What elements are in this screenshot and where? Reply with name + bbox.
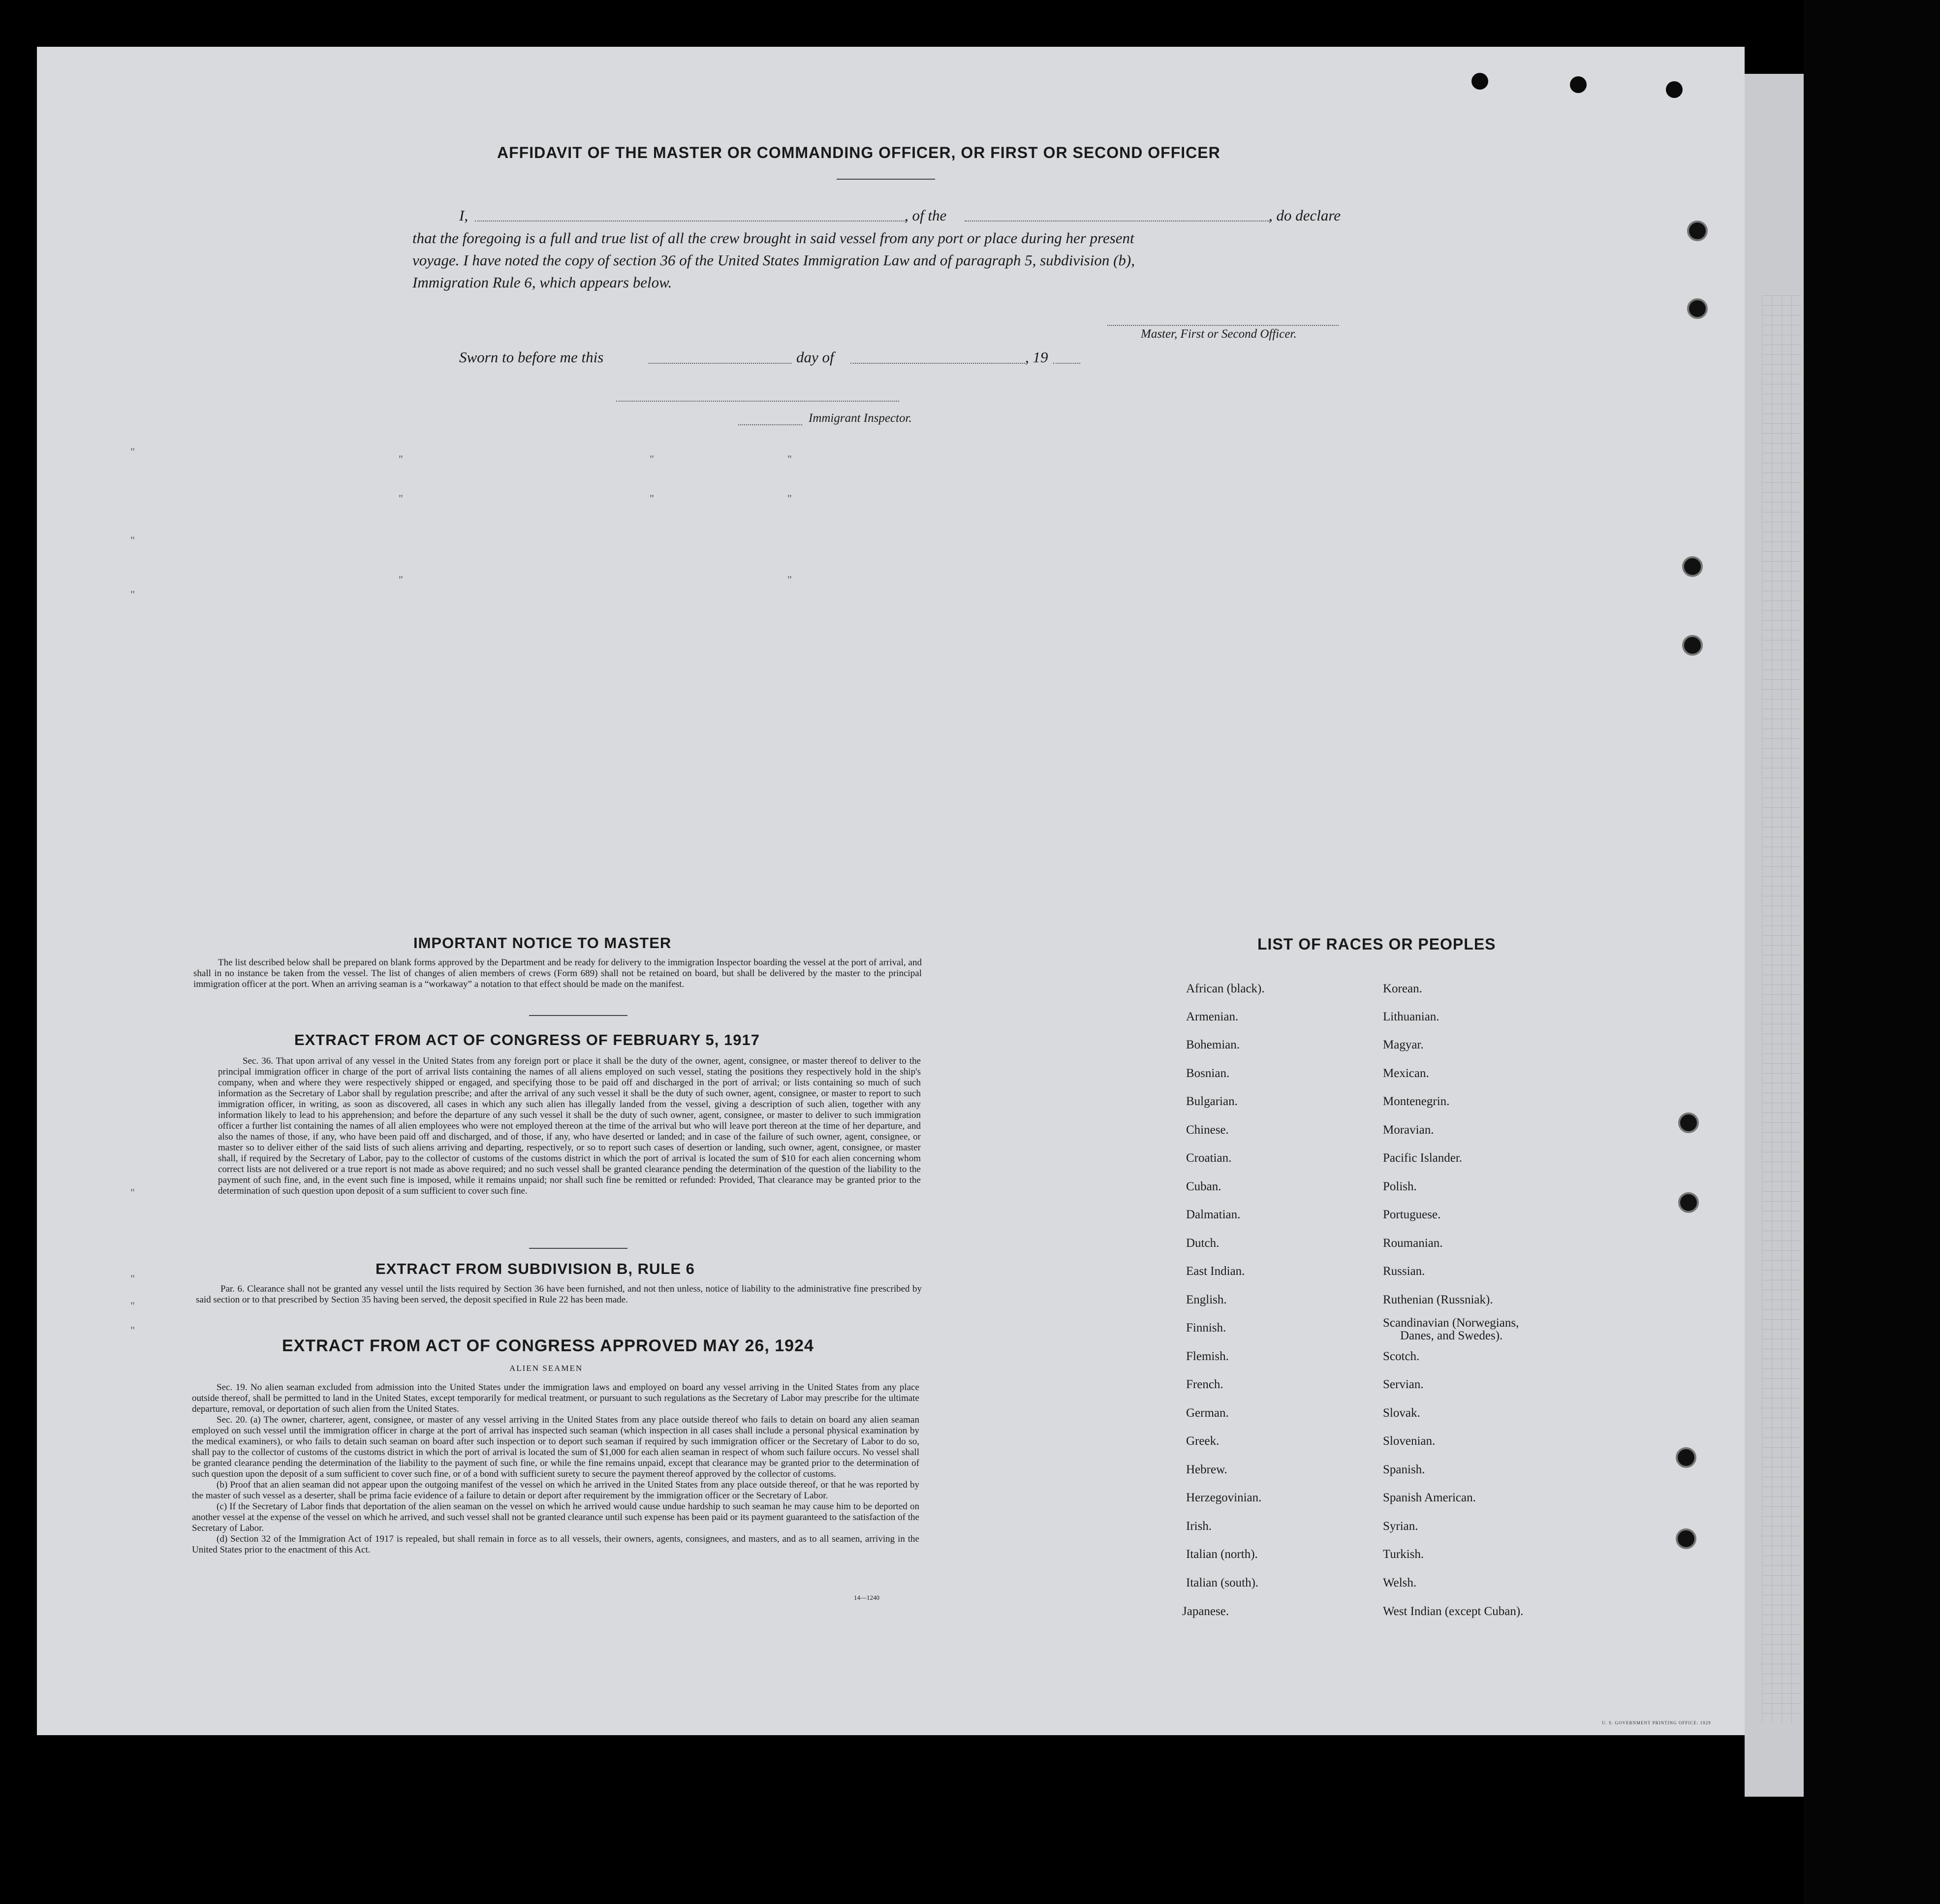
punch-hole xyxy=(1666,81,1683,98)
race-item: Magyar. xyxy=(1383,1038,1424,1051)
name-blank xyxy=(475,221,906,222)
races-title: LIST OF RACES OR PEOPLES xyxy=(1257,935,1496,953)
bleed-through-mark: " xyxy=(130,1300,135,1312)
extract-1924-title: EXTRACT FROM ACT OF CONGRESS APPROVED MAY 26, 1924 xyxy=(282,1336,814,1355)
sec-20d-paragraph: (d) Section 32 of the Immigration Act of 1917 is repealed, but shall remain in force as to all vessels, their owners, agents, consignees, and masters, and as to all seamen, arriving in the United States prior to the enactment of this Act. xyxy=(192,1534,919,1555)
race-item: Bohemian. xyxy=(1186,1038,1240,1051)
bleed-through-mark: " xyxy=(130,445,135,458)
race-item: Welsh. xyxy=(1383,1576,1417,1589)
extract-1924-subtitle: ALIEN SEAMEN xyxy=(509,1364,583,1373)
race-item: Chinese. xyxy=(1186,1123,1229,1137)
race-item: Lithuanian. xyxy=(1383,1010,1439,1023)
sworn-month-blank xyxy=(850,363,1025,364)
affidavit-line-4: Immigration Rule 6, which appears below. xyxy=(412,274,672,291)
notice-text: The list described below shall be prepared on blank forms approved by the Department and be ready for delivery to the immigration Inspector boarding the vessel at the port of arrival, and shall in no instance be taken from the vessel. The list of changes of alien members of crews (Form 689) shall not be retained on board, but shall be delivered by the master to the principal immigration officer at the port. When an arriving seaman is a “workaway” a notation to that effect should be made on the manifest. xyxy=(193,957,922,989)
sec-20a-paragraph: Sec. 20. (a) The owner, charterer, agent, consignee, or master of any vessel arriving in the United States from any place outside thereof who fails to detain on board any alien seaman employed on such vessel until the immigration officer in charge at the port of arrival has inspected such seaman (which inspection in all cases shall include a personal physical examination by the medical examiners), or who fails to detain such seaman on board after such inspection or to deport such seaman if required by such immigration officer or the Secretary of Labor to do so, shall pay to the collector of customs of the customs district in which the port of arrival is located the sum of $1,000 for each alien seaman in respect of whom such failure occurs. No vessel shall be granted clearance pending the determination of the liability to the payment of such fine, or while the fine remains unpaid, except that clearance may be granted prior to the determination of such question upon the deposit of a sum sufficient to cover such fine, or of a bond with sufficient surety to secure the payment thereof approved by the collector of customs. xyxy=(192,1415,919,1479)
extract-1924-body xyxy=(192,1382,919,1555)
inspector-signature-line xyxy=(616,401,899,402)
sworn-day-blank xyxy=(649,363,791,364)
master-signature-line xyxy=(1107,325,1339,326)
bleed-through-mark: " xyxy=(399,492,403,505)
extract-1917-divider xyxy=(529,1248,627,1249)
binder-hole xyxy=(1687,298,1708,319)
race-item: Portuguese. xyxy=(1383,1208,1441,1221)
race-item: Russian. xyxy=(1383,1265,1425,1278)
binder-hole xyxy=(1678,1112,1699,1133)
race-item: Turkish. xyxy=(1383,1548,1424,1561)
race-item: Japanese. xyxy=(1182,1605,1229,1618)
bleed-through-mark: " xyxy=(130,534,135,546)
vessel-blank xyxy=(965,221,1270,222)
inspector-label: Immigrant Inspector. xyxy=(809,412,912,425)
binder-hole xyxy=(1682,556,1703,577)
bleed-through-mark: " xyxy=(787,573,792,586)
punch-hole xyxy=(1570,76,1587,93)
race-item: Pacific Islander. xyxy=(1383,1151,1463,1165)
rule6-text: Par. 6. Clearance shall not be granted any vessel until the lists required by Section 36 have been furnished, and not then unless, notice of liability to the administrative fine prescribed by said section or to that prescribed by Section 35 having been served, the deposit specified in Rule 22 has been made. xyxy=(196,1284,922,1305)
race-item: West Indian (except Cuban). xyxy=(1383,1605,1524,1618)
race-item: African (black). xyxy=(1186,982,1265,995)
bleed-through-mark: " xyxy=(130,1186,135,1199)
race-item: Polish. xyxy=(1383,1180,1417,1193)
race-item: Greek. xyxy=(1186,1434,1220,1448)
race-item: Flemish. xyxy=(1186,1350,1229,1363)
race-item: Dalmatian. xyxy=(1186,1208,1241,1221)
race-item: Cuban. xyxy=(1186,1180,1221,1193)
race-item: Slovak. xyxy=(1383,1406,1420,1420)
race-item: English. xyxy=(1186,1293,1227,1306)
year-text: , 19 xyxy=(1025,349,1048,366)
year-blank xyxy=(1053,363,1080,364)
race-item: German. xyxy=(1186,1406,1229,1420)
race-item: Moravian. xyxy=(1383,1123,1434,1137)
affidavit-of-the: , of the xyxy=(905,207,947,224)
race-item: Croatian. xyxy=(1186,1151,1232,1165)
bleed-through-mark: " xyxy=(650,492,654,505)
extract-1917-title: EXTRACT FROM ACT OF CONGRESS OF FEBRUARY 5, 1917 xyxy=(294,1031,760,1048)
affidavit-line-2: that the foregoing is a full and true list of all the crew brought in said vessel from any port or place during her present xyxy=(412,229,1134,247)
binder-hole xyxy=(1676,1447,1696,1468)
race-item: Armenian. xyxy=(1186,1010,1239,1023)
binder-hole xyxy=(1682,635,1703,656)
race-item: Hebrew. xyxy=(1186,1463,1227,1476)
race-item: Korean. xyxy=(1383,982,1422,995)
sec-20c-paragraph: (c) If the Secretary of Labor finds that deportation of the alien seaman on the vessel on which he arrived would cause undue hardship to such seaman he may cause him to be deported on another vessel at the expense of the vessel on which he arrived, and such vessel shall not be granted clearance until such expense has been paid or its payment guaranteed to the satisfaction of the Secretary of Labor. xyxy=(192,1501,919,1533)
race-item: East Indian. xyxy=(1186,1265,1245,1278)
affidavit-i: I, xyxy=(459,207,469,224)
day-of-text: day of xyxy=(796,349,834,366)
race-item: Ruthenian (Russniak). xyxy=(1383,1293,1493,1306)
punch-hole xyxy=(1471,73,1488,90)
scan-background-edge xyxy=(1804,0,1940,1904)
notice-divider xyxy=(529,1015,627,1016)
bleed-through-mark: " xyxy=(130,1324,135,1336)
race-item: Italian (south). xyxy=(1186,1576,1259,1589)
race-item: Dutch. xyxy=(1186,1237,1220,1250)
affidavit-do-declare: , do declare xyxy=(1269,207,1341,224)
race-item: Bosnian. xyxy=(1186,1067,1230,1080)
bleed-through-mark: " xyxy=(399,573,403,586)
bleed-through-mark: " xyxy=(650,453,654,465)
notice-title: IMPORTANT NOTICE TO MASTER xyxy=(413,934,672,952)
race-item: Servian. xyxy=(1383,1378,1424,1391)
binder-hole xyxy=(1678,1192,1699,1213)
bleed-through-mark: " xyxy=(787,492,792,505)
master-signature-label: Master, First or Second Officer. xyxy=(1141,327,1297,341)
race-item: Slovenian. xyxy=(1383,1434,1436,1448)
race-item: Spanish. xyxy=(1383,1463,1425,1476)
race-item: Mexican. xyxy=(1383,1067,1429,1080)
extract-1917-text: Sec. 36. That upon arrival of any vessel in the United States from any foreign port or place it shall be the duty of the owner, agent, consignee, or master thereof to deliver to the principal immigration officer in charge of the port of arrival lists containing the names of all aliens employed on such vessel, stating the positions they respectively hold in the ship's company, when and where they were respectively shipped or engaged, and specifying those to be paid off and discharged in the port of arrival; or lists containing so much of such information as the Secretary of Labor shall by regulation prescribe; and after the arrival of any such vessel it shall be the duty of such owner, agent, consignee, or master to report to such immigration officer, in writing, as soon as discovered, all cases in which any such alien has illegally landed from the vessel, giving a description of such alien, together with any information likely to lead to his apprehension; and before the departure of any such vessel it shall be the duty of such owner, agent, consignee, or master to deliver to such immigration officer a further list containing the names of all alien employees who were not employed thereon at the time of the arrival but who will leave port thereon at the time of her departure, and also the names of those, if any, who have been paid off and discharged, and of those, if any, who have deserted or landed; and in case of the failure of such owner, agent, consignee, or master so to deliver either of the said lists of such aliens arriving and departing, respectively, or so to report such cases of desertion or landing, such owner, agent, consignee, or master shall, if required by the Secretary of Labor, pay to the collector of customs of the customs district in which the port of arrival is located the sum of $10 for each alien concerning whom correct lists are not delivered or a true report is not made as above required; and no such vessel shall be granted clearance pending the determination of the question of the liability to the payment of such fine, and, in the event such fine is imposed, while it remains unpaid; nor shall such fine be remitted or refunded: Provided, That clearance may be granted prior to the determination of such question upon deposit of a sum sufficient to cover such fine. xyxy=(218,1056,921,1196)
race-item: Bulgarian. xyxy=(1186,1095,1238,1108)
race-item: Roumanian. xyxy=(1383,1237,1443,1250)
race-item: Montenegrin. xyxy=(1383,1095,1450,1108)
binder-hole xyxy=(1687,221,1708,241)
race-item: Spanish American. xyxy=(1383,1491,1476,1504)
inspector-dots xyxy=(738,424,802,425)
race-item: Syrian. xyxy=(1383,1520,1418,1533)
bleed-through-mark: " xyxy=(130,588,135,601)
race-item: French. xyxy=(1186,1378,1223,1391)
rule6-title: EXTRACT FROM SUBDIVISION B, RULE 6 xyxy=(375,1260,695,1277)
bleed-through-mark: " xyxy=(399,453,403,465)
race-item: Italian (north). xyxy=(1186,1548,1258,1561)
binder-hole xyxy=(1676,1528,1696,1549)
affidavit-title: AFFIDAVIT OF THE MASTER OR COMMANDING OFFICER, OR FIRST OR SECOND OFFICER xyxy=(497,144,1220,161)
form-number: 14—1240 xyxy=(854,1594,879,1601)
printer-imprint: U. S. GOVERNMENT PRINTING OFFICE: 1929 xyxy=(1602,1720,1711,1725)
sec-19-paragraph: Sec. 19. No alien seaman excluded from admission into the United States under the immigration laws and employed on board any vessel arriving in the United States from any place outside thereof, shall be permitted to land in the United States, except temporarily for medical treatment, or pursuant to such regulations as the Secretary of Labor may prescribe for the ultimate departure, removal, or deportation of such alien from the United States. xyxy=(192,1382,919,1414)
race-item-continuation: Danes, and Swedes). xyxy=(1400,1329,1503,1342)
sec-20b-paragraph: (b) Proof that an alien seaman did not appear upon the outgoing manifest of the vessel on which he arrived in the United States from any place outside thereof, or that he was reported by the master of such vessel as a deserter, shall be prima facie evidence of a failure to detain or deport after requirement by the immigration officer or the Secretary of Labor. xyxy=(192,1480,919,1501)
title-underline xyxy=(837,179,935,180)
race-item: Scotch. xyxy=(1383,1350,1420,1363)
race-item: Irish. xyxy=(1186,1520,1212,1533)
bleed-through-mark: " xyxy=(130,1272,135,1285)
race-item: Scandinavian (Norwegians, xyxy=(1383,1316,1519,1330)
affidavit-line-3: voyage. I have noted the copy of section 36 of the United States Immigration Law and of paragraph 5, subdivision (b), xyxy=(412,252,1135,269)
race-item: Herzegovinian. xyxy=(1186,1491,1262,1504)
underlying-grid-paper xyxy=(1762,295,1801,1723)
sworn-text: Sworn to before me this xyxy=(459,349,604,366)
race-item: Finnish. xyxy=(1186,1321,1226,1334)
bleed-through-mark: " xyxy=(787,453,792,465)
